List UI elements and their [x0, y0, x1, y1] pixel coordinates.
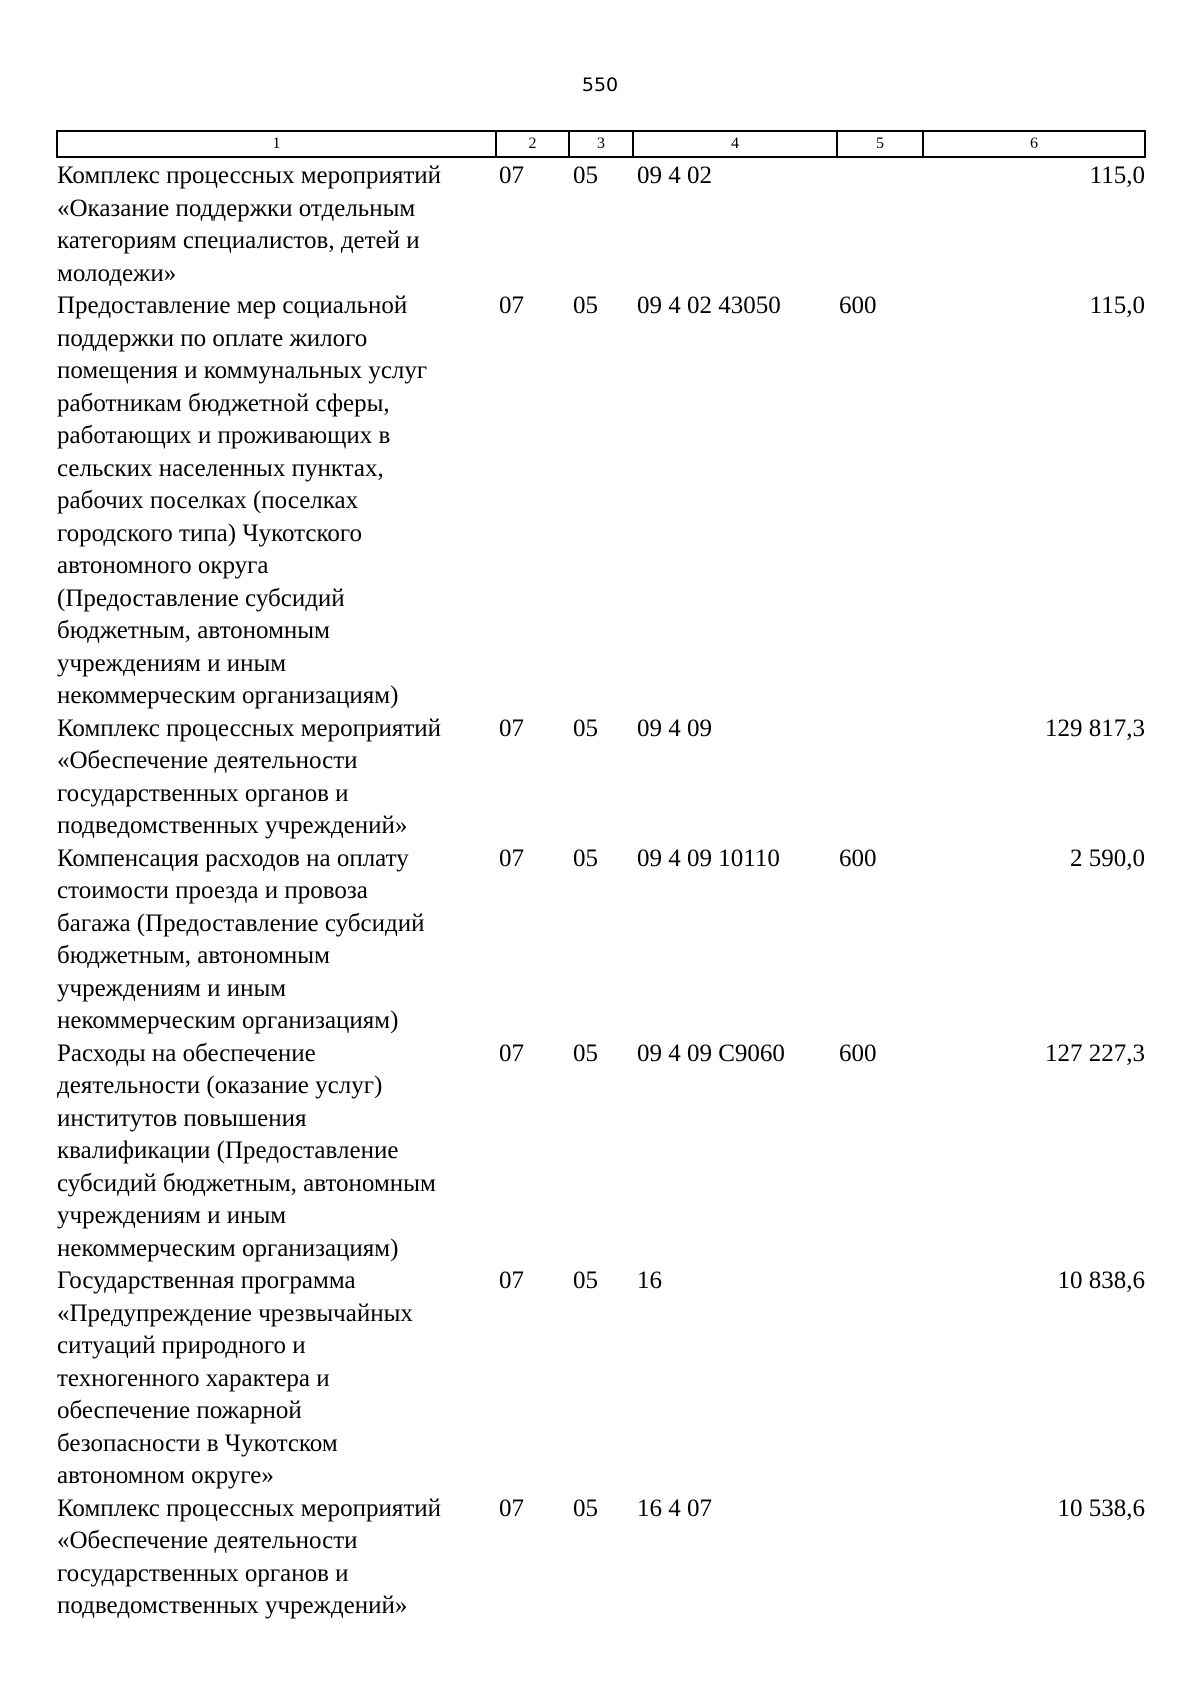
row-amount: 2 590,0 — [1070, 844, 1145, 872]
row-name: Компенсация расходов на оплату стоимости проезда и провоза багажа (Предоставление субсидий бюджетным, автономным учреждениям и иным некоммерческим организациям) — [57, 844, 425, 1034]
row-target-code: 09 4 09 С9060 — [637, 1039, 785, 1067]
row-amount: 10 538,6 — [1057, 1494, 1145, 1522]
page-number: 550 — [581, 74, 619, 96]
table-row — [57, 290, 1145, 713]
row-name: Предоставление мер социальной поддержки по оплате жилого помещения и коммунальных услуг работникам бюджетной сферы, работающих и проживающих в сельских населенных пунктах, рабочих поселках (поселках городского типа) Чукотского автономного округа (Предоставление субсидий бюджетным, автономным учреждениям и иным некоммерческим организациям) — [57, 292, 428, 709]
row-name: Государственная программа «Предупреждение чрезвычайных ситуаций природного и техногенного характера и обеспечение пожарной безопасности в Чукотском автономном округе» — [57, 1267, 413, 1489]
row-expense-type: 600 — [839, 292, 877, 319]
column-header-4: 4 — [633, 131, 837, 157]
row-amount: 10 838,6 — [1057, 1267, 1145, 1294]
row-section: 07 — [499, 1267, 524, 1294]
row-subsection: 05 — [573, 1039, 598, 1067]
row-amount: 115,0 — [1089, 292, 1145, 319]
row-subsection: 05 — [573, 292, 598, 319]
row-expense-type — [837, 1493, 923, 1623]
row-amount: 127 227,3 — [1045, 1039, 1145, 1067]
row-name: Комплекс процессных мероприятий «Обеспечение деятельности государственных органов и подведомственных учреждений» — [57, 714, 442, 839]
row-section: 07 — [499, 1039, 524, 1067]
row-section: 07 — [499, 844, 524, 872]
row-expense-type — [837, 1265, 923, 1493]
row-subsection: 05 — [573, 1267, 598, 1294]
table-row — [57, 713, 1145, 843]
table-row — [57, 1038, 1145, 1266]
row-target-code: 16 4 07 — [637, 1494, 712, 1522]
row-name: Комплекс процессных мероприятий «Оказание поддержки отдельным категориям специалистов, детей и молодежи» — [57, 162, 442, 287]
row-subsection: 05 — [573, 844, 598, 872]
row-amount: 115,0 — [1089, 162, 1145, 189]
row-target-code: 09 4 09 10110 — [637, 844, 780, 872]
column-header-6: 6 — [923, 131, 1145, 157]
row-target-code: 09 4 02 43050 — [637, 292, 781, 319]
row-section: 07 — [499, 292, 524, 319]
row-subsection: 05 — [573, 714, 598, 742]
budget-table — [56, 130, 1146, 1623]
row-subsection: 05 — [573, 162, 598, 189]
table-row — [57, 157, 1145, 290]
row-section: 07 — [499, 1494, 524, 1522]
row-expense-type — [837, 157, 923, 290]
table-row — [57, 1265, 1145, 1493]
column-header-3: 3 — [569, 131, 633, 157]
row-expense-type: 600 — [839, 844, 877, 872]
row-name: Расходы на обеспечение деятельности (оказание услуг) институтов повышения квалификации (Предоставление субсидий бюджетным, автономным учреждениям и иным некоммерческим организациям) — [57, 1039, 436, 1262]
table-header-row — [57, 131, 1145, 157]
row-target-code: 16 — [637, 1267, 662, 1294]
column-header-1: 1 — [57, 131, 496, 157]
row-amount: 129 817,3 — [1045, 714, 1145, 742]
table-row — [57, 1493, 1145, 1623]
row-target-code: 09 4 02 — [637, 162, 712, 189]
row-section: 07 — [499, 714, 524, 742]
row-section: 07 — [499, 162, 524, 189]
row-expense-type — [837, 713, 923, 843]
row-subsection: 05 — [573, 1494, 598, 1522]
column-header-2: 2 — [496, 131, 569, 157]
row-expense-type: 600 — [839, 1039, 877, 1067]
table-row — [57, 843, 1145, 1038]
column-header-5: 5 — [837, 131, 923, 157]
row-target-code: 09 4 09 — [637, 714, 712, 742]
row-name: Комплекс процессных мероприятий «Обеспечение деятельности государственных органов и подведомственных учреждений» — [57, 1494, 442, 1619]
